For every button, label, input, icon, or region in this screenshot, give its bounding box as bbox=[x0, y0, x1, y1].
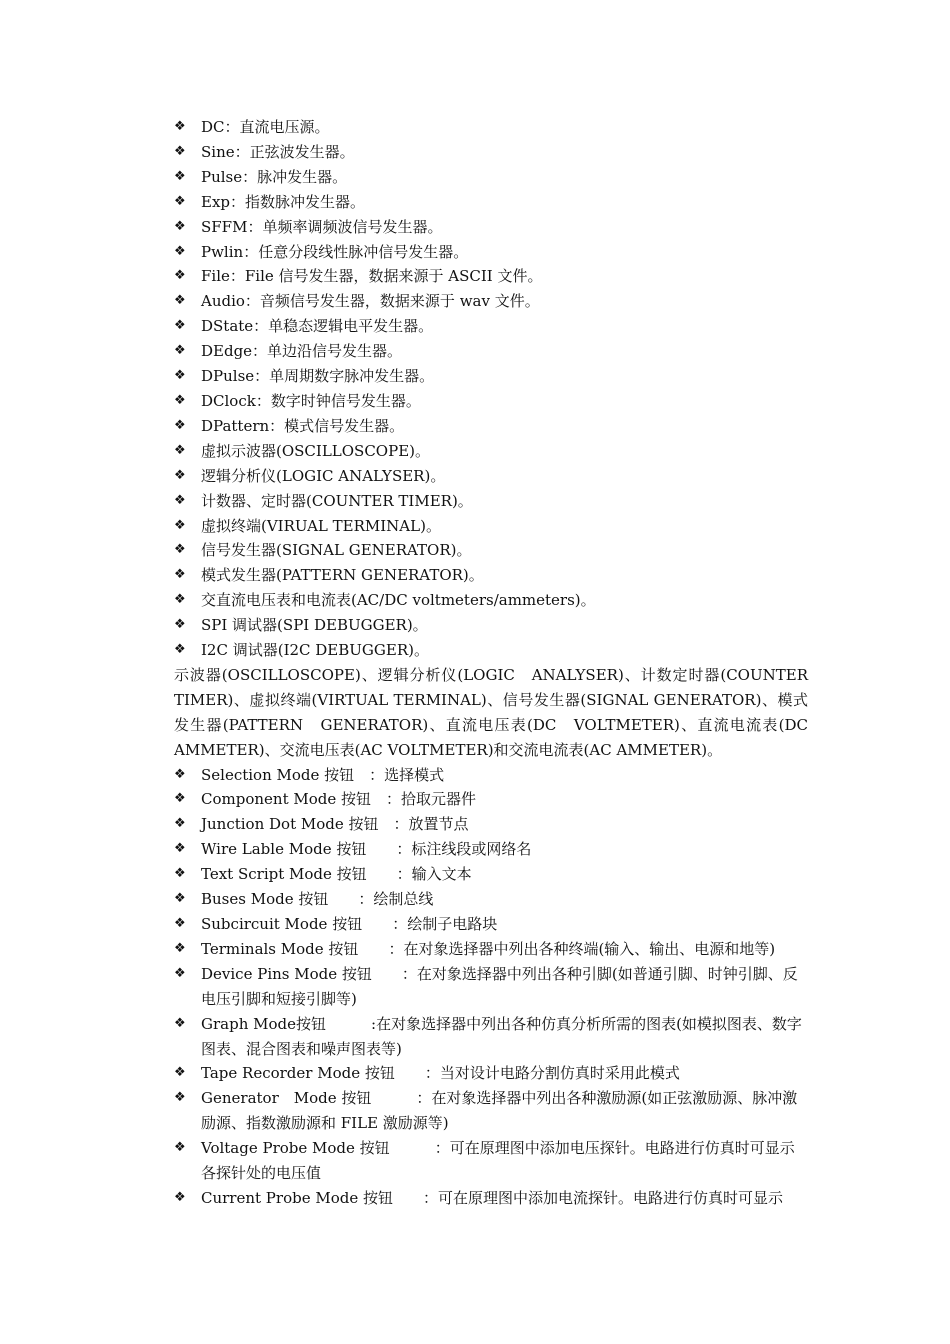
diamond-bullet-icon: ❖ bbox=[174, 766, 186, 782]
list-item bbox=[174, 937, 808, 962]
mode-button-description: :在对象选择器中列出各种仿真分析所需的图表(如模拟图表、数字图表、混合图表和噪声图表等) bbox=[201, 1014, 802, 1058]
diamond-bullet-icon: ❖ bbox=[174, 1140, 186, 1156]
list-item-text: 虚拟终端(VIRUAL TERMINAL)。 bbox=[201, 516, 441, 535]
diamond-bullet-icon: ❖ bbox=[174, 940, 186, 956]
list-item-text: Pulse：脉冲发生器。 bbox=[201, 167, 348, 186]
list-item-text: File：File 信号发生器，数据来源于 ASCII 文件。 bbox=[201, 267, 543, 286]
list-item bbox=[174, 812, 808, 837]
list-item-text: 信号发生器(SIGNAL GENERATOR)。 bbox=[201, 541, 472, 560]
diamond-bullet-icon: ❖ bbox=[174, 1090, 186, 1106]
mode-button-description: ：拾取元器件 bbox=[386, 790, 477, 809]
list-item bbox=[174, 538, 808, 563]
spacer bbox=[372, 965, 402, 983]
list-item-text: 逻辑分析仪(LOGIC ANALYSER)。 bbox=[201, 466, 446, 485]
diamond-bullet-icon: ❖ bbox=[174, 492, 186, 508]
list-item-text: 模式发生器(PATTERN GENERATOR)。 bbox=[201, 566, 484, 585]
list-item bbox=[174, 165, 808, 190]
list-item bbox=[174, 1136, 808, 1186]
list-item-text: SFFM：单频率调频波信号发生器。 bbox=[201, 217, 443, 236]
diamond-bullet-icon: ❖ bbox=[174, 417, 186, 433]
mode-button-description: ：在对象选择器中列出各种终端(输入、输出、电源和地等) bbox=[388, 939, 776, 958]
spacer bbox=[366, 840, 396, 858]
list-item bbox=[174, 240, 808, 265]
list-item bbox=[174, 1086, 808, 1136]
list-item bbox=[174, 264, 808, 289]
mode-button-description: ：在对象选择器中列出各种激励源(如正弦激励源、脉冲激励源、指数激励源和 FILE 激励源等) bbox=[201, 1089, 798, 1133]
diamond-bullet-icon: ❖ bbox=[174, 368, 186, 384]
diamond-bullet-icon: ❖ bbox=[174, 816, 186, 832]
diamond-bullet-icon: ❖ bbox=[174, 1015, 186, 1031]
diamond-bullet-icon: ❖ bbox=[174, 168, 186, 184]
diamond-bullet-icon: ❖ bbox=[174, 318, 186, 334]
diamond-bullet-icon: ❖ bbox=[174, 343, 186, 359]
signal-source-list bbox=[174, 115, 808, 663]
list-item bbox=[174, 389, 808, 414]
diamond-bullet-icon: ❖ bbox=[174, 642, 186, 658]
list-item-text: Sine：正弦波发生器。 bbox=[201, 142, 355, 161]
list-item bbox=[174, 763, 808, 788]
list-item bbox=[174, 887, 808, 912]
list-item bbox=[174, 563, 808, 588]
diamond-bullet-icon: ❖ bbox=[174, 1065, 186, 1081]
mode-button-name: Generator Mode 按钮 bbox=[201, 1089, 372, 1108]
list-item bbox=[174, 787, 808, 812]
mode-button-description: ：输入文本 bbox=[396, 865, 472, 884]
list-item bbox=[174, 588, 808, 613]
spacer bbox=[362, 915, 392, 933]
mode-button-description: ：当对设计电路分割仿真时采用此模式 bbox=[424, 1064, 680, 1083]
instrument-paragraph: 示波器(OSCILLOSCOPE)、逻辑分析仪(LOGIC ANALYSER)、计数定时器(COUNTER TIMER)、虚拟终端(VIRTUAL TERMINAL)、信号发生器(SIGNAL GENERATOR)、模式发生器(PATTERN GENERATOR)、直流电压表(DC VOLTMETER)、直流电流表(DC AMMETER)、交流电压表(AC VOLTMETER)和交流电流表(AC AMMETER)。 bbox=[174, 665, 808, 759]
spacer bbox=[358, 940, 388, 958]
list-item-text: DState：单稳态逻辑电平发生器。 bbox=[201, 317, 434, 336]
diamond-bullet-icon: ❖ bbox=[174, 916, 186, 931]
diamond-bullet-icon: ❖ bbox=[174, 1189, 186, 1205]
diamond-bullet-icon: ❖ bbox=[174, 542, 186, 558]
list-item bbox=[174, 464, 808, 489]
mode-button-name: Terminals Mode 按钮 bbox=[201, 939, 359, 958]
diamond-bullet-icon: ❖ bbox=[174, 442, 186, 458]
mode-button-name: Wire Lable Mode 按钮 bbox=[201, 840, 367, 859]
list-item bbox=[174, 613, 808, 638]
spacer bbox=[326, 1015, 371, 1033]
list-item bbox=[174, 638, 808, 663]
diamond-bullet-icon: ❖ bbox=[174, 243, 186, 259]
mode-button-description: ：标注线段或网络名 bbox=[396, 840, 532, 859]
mode-button-name: Graph Mode按钮 bbox=[201, 1014, 326, 1033]
diamond-bullet-icon: ❖ bbox=[174, 268, 186, 284]
mode-button-name: Junction Dot Mode 按钮 bbox=[201, 815, 379, 834]
diamond-bullet-icon: ❖ bbox=[174, 866, 186, 882]
list-item bbox=[174, 912, 808, 937]
mode-button-name: Selection Mode 按钮 bbox=[201, 765, 355, 784]
mode-button-description: ：放置节点 bbox=[393, 815, 469, 834]
mode-button-name: Subcircuit Mode 按钮 bbox=[201, 915, 363, 933]
list-item-text: 交直流电压表和电流表(AC/DC voltmeters/ammeters)。 bbox=[201, 591, 596, 610]
mode-button-name: Device Pins Mode 按钮 bbox=[201, 964, 372, 983]
mode-button-description: ：可在原理图中添加电流探针。电路进行仿真时可显示 bbox=[423, 1188, 784, 1207]
mode-button-name: Tape Recorder Mode 按钮 bbox=[201, 1064, 395, 1083]
mode-button-name: Buses Mode 按钮 bbox=[201, 890, 329, 909]
diamond-bullet-icon: ❖ bbox=[174, 392, 186, 408]
document-body bbox=[174, 115, 808, 1211]
diamond-bullet-icon: ❖ bbox=[174, 218, 186, 234]
mode-button-name: Text Script Mode 按钮 bbox=[201, 865, 367, 884]
list-item bbox=[174, 190, 808, 215]
diamond-bullet-icon: ❖ bbox=[174, 193, 186, 209]
mode-button-name: Current Probe Mode 按钮 bbox=[201, 1188, 393, 1207]
list-item bbox=[174, 1012, 808, 1062]
mode-button-description: ：绘制总线 bbox=[358, 890, 434, 909]
list-item bbox=[174, 140, 808, 165]
list-item-text: 计数器、定时器(COUNTER TIMER)。 bbox=[201, 491, 473, 510]
spacer bbox=[367, 865, 397, 883]
diamond-bullet-icon: ❖ bbox=[174, 617, 186, 633]
list-item bbox=[174, 439, 808, 464]
mode-button-name: Component Mode 按钮 bbox=[201, 790, 371, 809]
mode-button-description: ：可在原理图中添加电压探针。电路进行仿真时可显示各探针处的电压值 bbox=[201, 1139, 795, 1183]
mode-button-description: ：选择模式 bbox=[369, 765, 445, 784]
list-item-text: DPulse：单周期数字脉冲发生器。 bbox=[201, 367, 435, 386]
list-item bbox=[174, 364, 808, 389]
diamond-bullet-icon: ❖ bbox=[174, 517, 186, 533]
diamond-bullet-icon: ❖ bbox=[174, 143, 186, 159]
spacer bbox=[371, 1089, 416, 1107]
diamond-bullet-icon: ❖ bbox=[174, 965, 186, 981]
list-item bbox=[174, 1186, 808, 1211]
mode-button-list bbox=[174, 763, 808, 1211]
mode-button-description: ：绘制子电路块 bbox=[392, 915, 498, 933]
diamond-bullet-icon: ❖ bbox=[174, 592, 186, 608]
list-item-text: Exp：指数脉冲发生器。 bbox=[201, 192, 366, 211]
spacer bbox=[379, 815, 394, 833]
list-item bbox=[174, 862, 808, 887]
list-item bbox=[174, 1061, 808, 1086]
diamond-bullet-icon: ❖ bbox=[174, 467, 186, 483]
list-item bbox=[174, 339, 808, 364]
list-item bbox=[174, 962, 808, 1012]
spacer bbox=[328, 890, 358, 908]
list-item-text: Audio：音频信号发生器，数据来源于 wav 文件。 bbox=[201, 292, 540, 311]
list-item-text: DEdge：单边沿信号发生器。 bbox=[201, 342, 403, 361]
list-item bbox=[174, 314, 808, 339]
mode-button-description: ：在对象选择器中列出各种引脚(如普通引脚、时钟引脚、反电压引脚和短接引脚等) bbox=[201, 964, 798, 1008]
diamond-bullet-icon: ❖ bbox=[174, 567, 186, 583]
mode-button-name: Voltage Probe Mode 按钮 bbox=[201, 1139, 390, 1158]
list-item bbox=[174, 215, 808, 240]
diamond-bullet-icon: ❖ bbox=[174, 891, 186, 907]
list-item-text: SPI 调试器(SPI DEBUGGER)。 bbox=[201, 616, 428, 635]
list-item-text: DClock：数字时钟信号发生器。 bbox=[201, 391, 421, 410]
list-item-text: I2C 调试器(I2C DEBUGGER)。 bbox=[201, 641, 429, 660]
spacer bbox=[395, 1064, 425, 1082]
list-item bbox=[174, 837, 808, 862]
list-item bbox=[174, 115, 808, 140]
list-item-text: Pwlin：任意分段线性脉冲信号发生器。 bbox=[201, 242, 469, 261]
spacer bbox=[354, 766, 369, 784]
list-item-text: 虚拟示波器(OSCILLOSCOPE)。 bbox=[201, 441, 430, 460]
list-item bbox=[174, 489, 808, 514]
diamond-bullet-icon: ❖ bbox=[174, 841, 186, 857]
list-item-text: DPattern：模式信号发生器。 bbox=[201, 416, 405, 435]
diamond-bullet-icon: ❖ bbox=[174, 293, 186, 309]
list-item bbox=[174, 514, 808, 539]
spacer bbox=[390, 1139, 435, 1157]
list-item bbox=[174, 414, 808, 439]
diamond-bullet-icon: ❖ bbox=[174, 119, 186, 134]
list-item bbox=[174, 289, 808, 314]
spacer bbox=[393, 1189, 423, 1207]
diamond-bullet-icon: ❖ bbox=[174, 791, 186, 807]
spacer bbox=[371, 790, 386, 808]
list-item-text: DC：直流电压源。 bbox=[201, 118, 330, 136]
